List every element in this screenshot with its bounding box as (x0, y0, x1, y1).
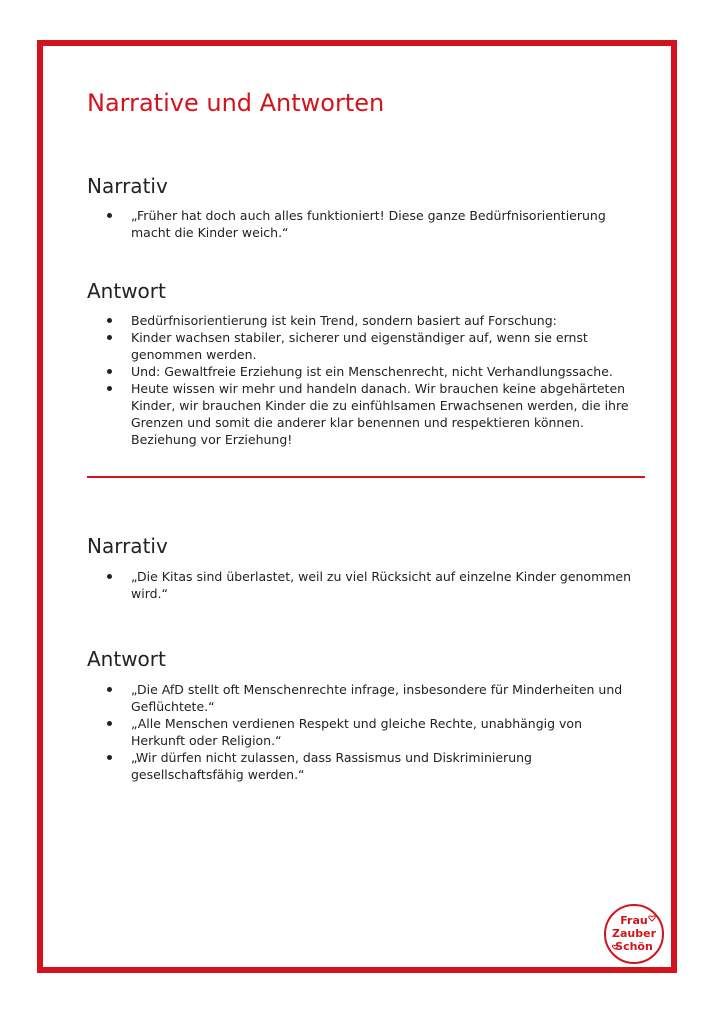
list-item: „Wir dürfen nicht zulassen, dass Rassismus und Diskriminierung gesellschaftsfähig werden.“ (87, 749, 632, 783)
list-item: Heute wissen wir mehr und handeln danach. Wir brauchen keine abgehärteten Kinder, wir brauchen Kinder die zu einfühlsamen Erwachsenen werden, die ihre Grenzen und somit die anderer klar benennen und respektieren können. Beziehung vor Erziehung! (87, 380, 632, 448)
section-2-narrativ-list (87, 568, 632, 602)
page-title: Narrative und Antworten (87, 89, 385, 117)
logo-line-2: Zauber (612, 927, 656, 940)
frau-zauber-schoen-logo (604, 904, 664, 964)
section-2-antwort-list (87, 681, 632, 783)
list-item: Kinder wachsen stabiler, sicherer und eigenständiger auf, wenn sie ernst genommen werden. (87, 329, 632, 363)
list-item: „Die AfD stellt oft Menschenrechte infrage, insbesondere für Minderheiten und Geflüchtete.“ (87, 681, 632, 715)
list-item: Bedürfnisorientierung ist kein Trend, sondern basiert auf Forschung: (87, 312, 632, 329)
heart-icon (649, 916, 655, 921)
section-2-antwort-heading: Antwort (87, 647, 166, 671)
section-1-narrativ-heading: Narrativ (87, 174, 168, 198)
list-item: „Alle Menschen verdienen Respekt und gleiche Rechte, unabhängig von Herkunft oder Religion.“ (87, 715, 632, 749)
section-1-narrativ-list (87, 207, 632, 241)
section-1-antwort-heading: Antwort (87, 279, 166, 303)
logo-wordmark (606, 906, 662, 962)
section-divider (87, 476, 645, 478)
list-item: Und: Gewaltfreie Erziehung ist ein Menschenrecht, nicht Verhandlungssache. (87, 363, 632, 380)
list-item: „Die Kitas sind überlastet, weil zu viel Rücksicht auf einzelne Kinder genommen wird.“ (87, 568, 632, 602)
logo-line-3: Schön (615, 940, 653, 953)
logo-line-1: Frau (620, 914, 648, 927)
section-2-narrativ-heading: Narrativ (87, 534, 168, 558)
list-item: „Früher hat doch auch alles funktioniert! Diese ganze Bedürfnisorientierung macht die Kinder weich.“ (87, 207, 632, 241)
section-1-antwort-list (87, 312, 632, 448)
